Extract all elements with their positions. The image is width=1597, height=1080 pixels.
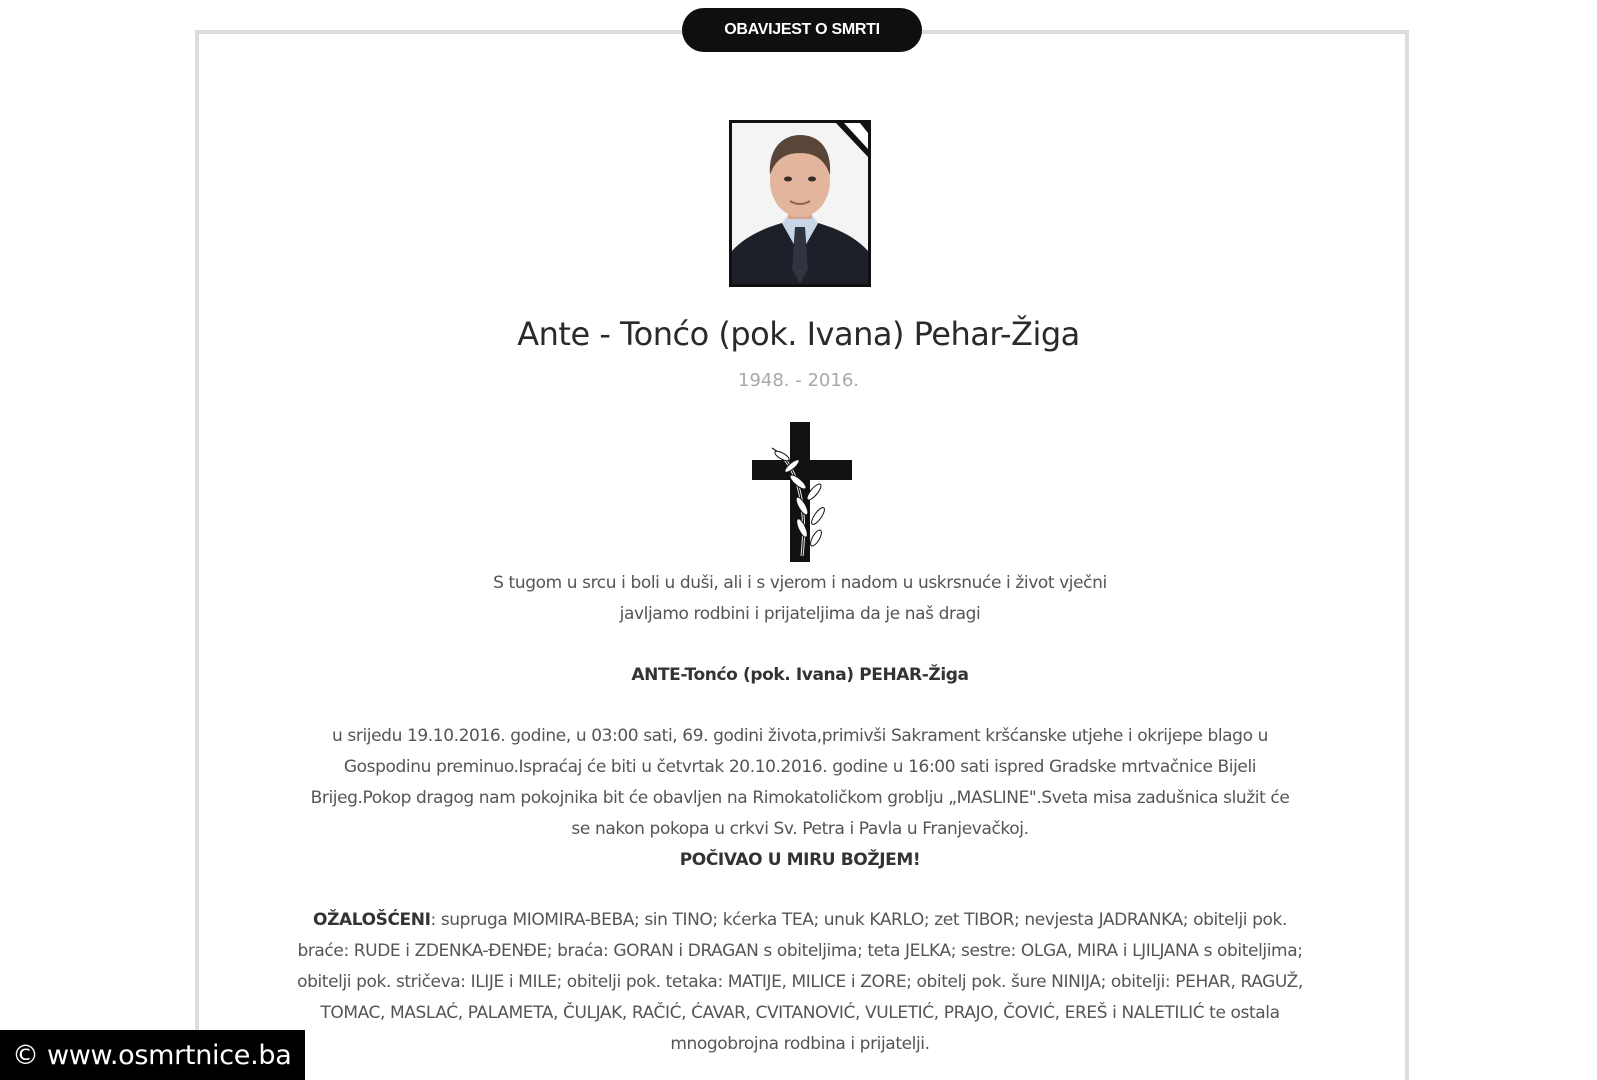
intro-line: S tugom u srcu i boli u duši, ali i s vjerom i nadom u uskrsnuće i život vječni xyxy=(493,573,1107,593)
life-years: 1948. - 2016. xyxy=(738,370,859,391)
mourners-list: : supruga MIOMIRA-BEBA; sin TINO; kćerka TEA; unuk KARLO; zet TIBOR; nevjesta JADRANKA; obitelji pok. braće: RUDE i ZDENKA-ĐENĐE; braća: GORAN i DRAGAN s obiteljima; teta JELKA; sestre: OLGA, MIRA i LJILJANA s obiteljima; obitelji pok. stričeva: ILIJE i MILE; obitelji pok. tetaka: MATIJE, MILICE i ZORE; obitelj pok. šure NINIJA; obitelji: PEHAR, RAGUŽ, TOMAC, MASLAĆ, PALAMETA, ČULJAK, RAČIĆ, ĆAVAR, CVITANOVIĆ, VULETIĆ, PRAJO, ČOVIĆ, EREŠ i NALETILIĆ te ostala mnogobrojna rodbina i prijatelji. xyxy=(297,910,1303,1054)
mourners-label: OŽALOŠĆENI xyxy=(313,910,431,930)
cross-icon xyxy=(752,422,852,562)
deceased-full-name: ANTE-Tonćo (pok. Ivana) PEHAR-Žiga xyxy=(631,665,969,685)
body-line: Brijeg.Pokop dragog nam pokojnika bit će obavljen na Rimokatoličkom groblju „MASLINE".Sveta misa zadušnica služit će xyxy=(310,788,1290,808)
notice-body xyxy=(270,721,1330,876)
obituary-banner: OBAVIJEST O SMRTI xyxy=(682,8,922,52)
body-line: u srijedu 19.10.2016. godine, u 03:00 sati, 69. godini života,primivši Sakrament kršćanske utjehe i okrijepe blago u xyxy=(332,726,1268,746)
rest-in-peace-text: POČIVAO U MIRU BOŽJEM! xyxy=(679,850,921,870)
deceased-name: Ante - Tonćo (pok. Ivana) Pehar-Žiga xyxy=(517,315,1080,353)
intro-text xyxy=(270,568,1330,630)
mourners-paragraph xyxy=(285,905,1315,1060)
site-watermark: © www.osmrtnice.ba xyxy=(0,1030,305,1080)
deceased-photo xyxy=(729,120,871,287)
intro-line: javljamo rodbini i prijateljima da je naš dragi xyxy=(619,604,981,624)
body-line: Gospodinu preminuo.Ispraćaj će biti u četvrtak 20.10.2016. godine u 16:00 sati ispred Gradske mrtvačnice Bijeli xyxy=(343,757,1257,777)
portrait-image xyxy=(732,123,868,284)
body-line: se nakon pokopa u crkvi Sv. Petra i Pavla u Franjevačkoj. xyxy=(571,819,1029,839)
